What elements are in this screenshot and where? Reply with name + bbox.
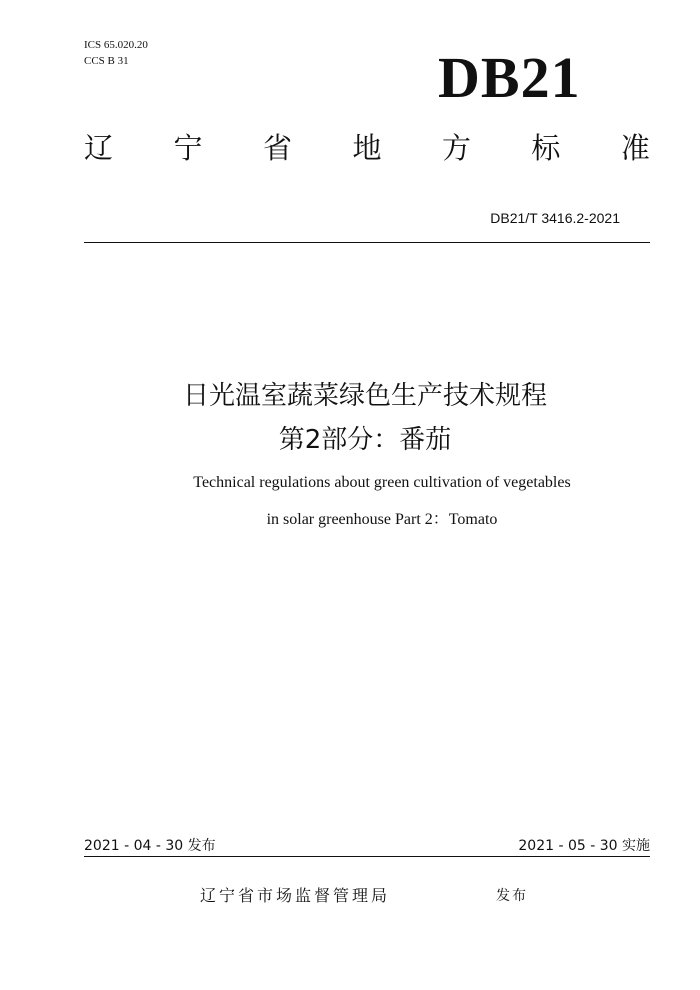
issuing-authority: 辽宁省市场监督管理局 [200,886,391,905]
document-number: DB21/T 3416.2-2021 [490,210,620,226]
issue-date: 2021 - 04 - 30 发布 [84,838,216,854]
ccs-code: CCS B 31 [84,55,129,67]
standard-type-heading [84,128,650,168]
standard-type-char: 辽 [84,131,114,165]
implementation-date: 2021 - 05 - 30 实施 [518,838,650,854]
standard-type-char: 宁 [173,131,203,165]
header-divider [84,242,650,243]
document-title-en-line2: in solar greenhouse Part 2：Tomato [266,511,498,528]
standard-logo: DB21 [438,45,581,110]
document-subtitle-cn: 第2部分：番茄 [278,425,452,455]
standard-type-char: 准 [620,131,650,165]
document-title-en-line1: Technical regulations about green cultivation of vegetables [193,474,571,491]
standard-type-char: 方 [441,131,471,165]
footer-divider [84,856,650,857]
standard-type-char: 标 [531,131,561,165]
publish-label: 发布 [496,888,528,904]
standard-type-char: 地 [352,131,382,165]
document-title-cn: 日光温室蔬菜绿色生产技术规程 [182,381,547,411]
ics-code: ICS 65.020.20 [84,39,148,51]
standard-type-char: 省 [262,131,292,165]
